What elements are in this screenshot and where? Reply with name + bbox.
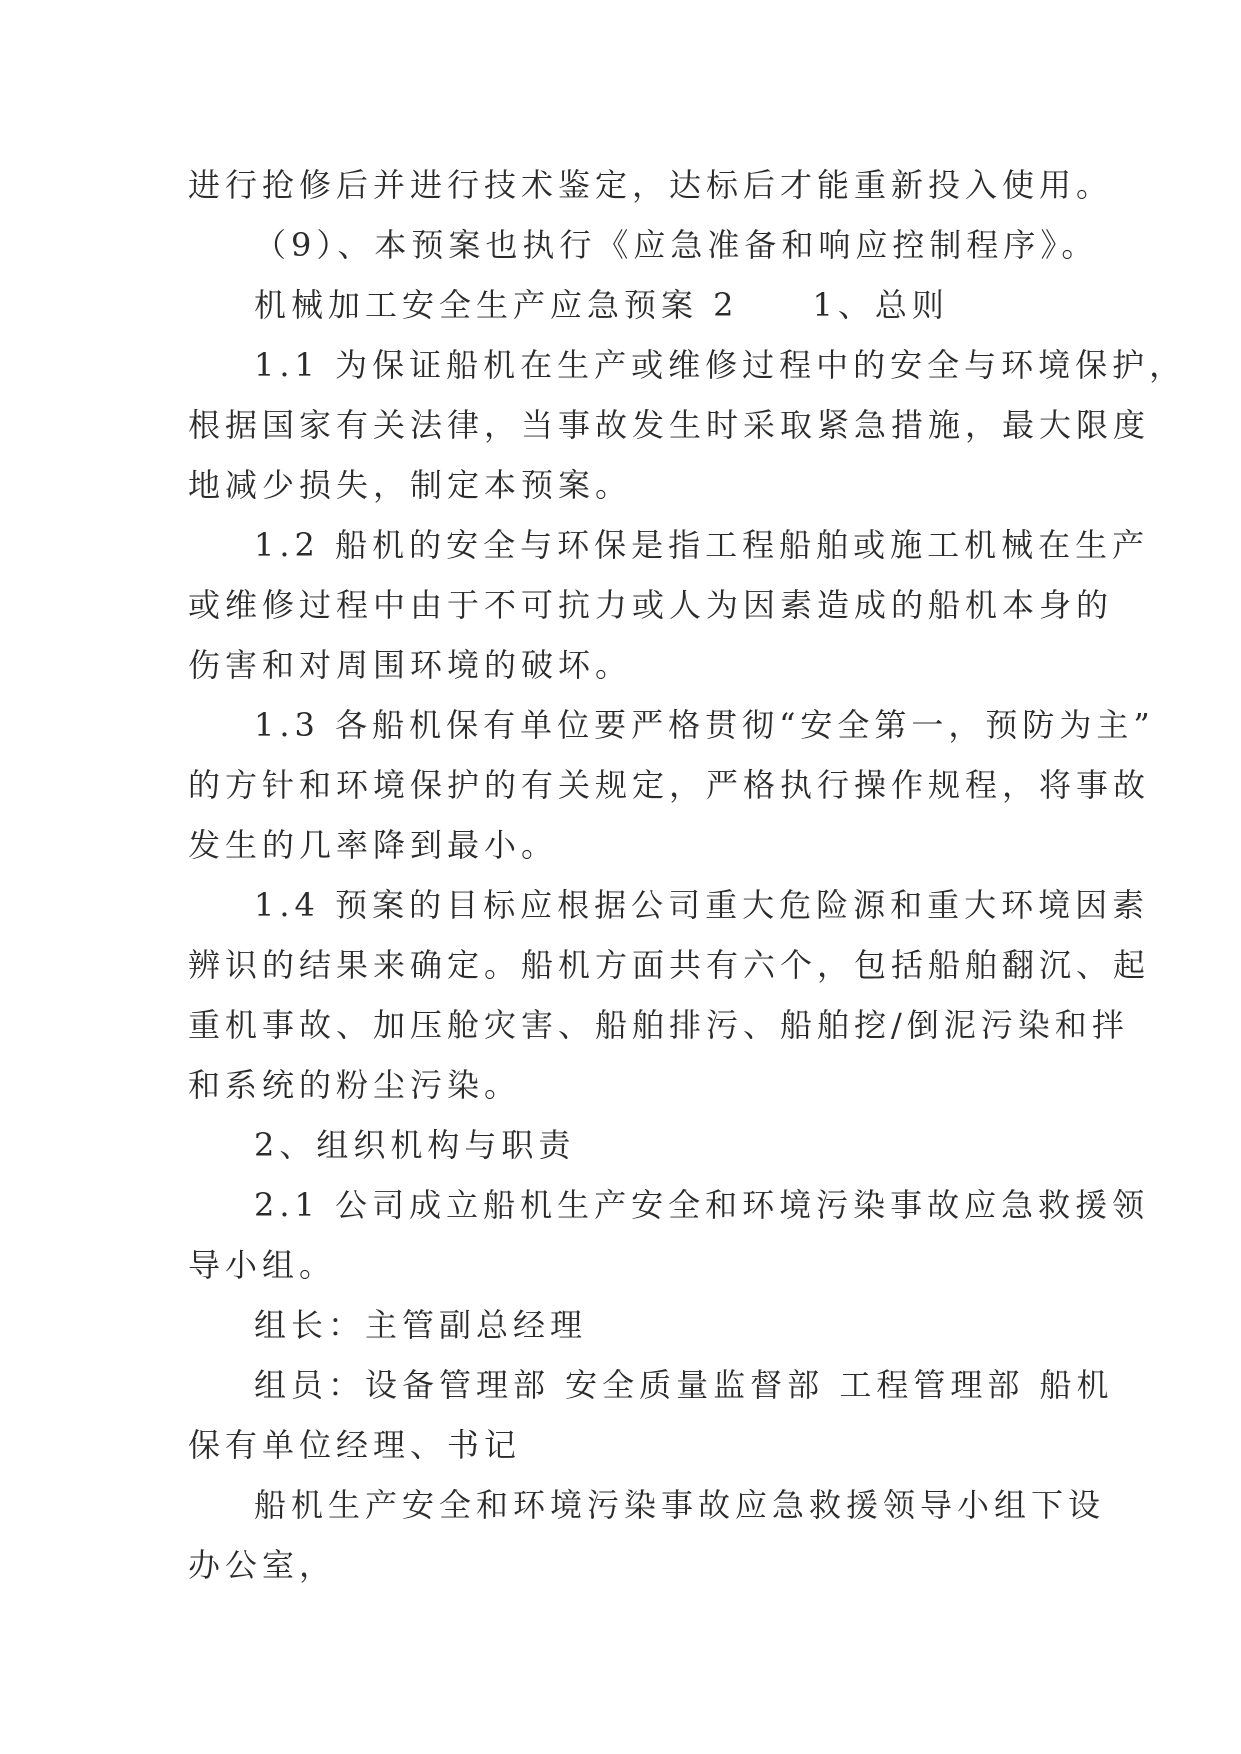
text-line: （9）、本预案也执行《应急准备和响应控制程序》。 — [254, 226, 1099, 264]
text-line: 和系统的粉尘污染。 — [188, 1066, 522, 1104]
text-line: 组员：设备管理部 安全质量监督部 工程管理部 船机 — [254, 1366, 1114, 1404]
text-line: 组长：主管副总经理 — [254, 1306, 588, 1344]
text-line: 根据国家有关法律，当事故发生时采取紧急措施，最大限度 — [188, 406, 1151, 444]
text-line: 发生的几率降到最小。 — [188, 826, 559, 864]
text-line: 伤害和对周围环境的破坏。 — [188, 646, 633, 684]
section-heading: 2、组织机构与职责 — [254, 1126, 576, 1164]
text-line: 1.2 船机的安全与环保是指工程船舶或施工机械在生产 — [254, 526, 1150, 564]
text-line: 保有单位经理、书记 — [188, 1426, 522, 1464]
text-line: 的方针和环境保护的有关规定，严格执行操作规程，将事故 — [188, 766, 1151, 804]
text-line: 进行抢修后并进行技术鉴定，达标后才能重新投入使用。 — [188, 166, 1114, 204]
text-line: 1.3 各船机保有单位要严格贯彻“安全第一，预防为主” — [254, 706, 1155, 744]
text-line: 2.1 公司成立船机生产安全和环境污染事故应急救援领 — [254, 1186, 1150, 1224]
text-line: 地减少损失，制定本预案。 — [188, 466, 633, 504]
text-line: 船机生产安全和环境污染事故应急救援领导小组下设 — [254, 1486, 1106, 1524]
text-line: 1.1 为保证船机在生产或维修过程中的安全与环境保护， — [254, 346, 1187, 384]
text-line: 或维修过程中由于不可抗力或人为因素造成的船机本身的 — [188, 586, 1114, 624]
text-line: 1.4 预案的目标应根据公司重大危险源和重大环境因素 — [254, 886, 1150, 924]
section-heading: 机械加工安全生产应急预案 2 1、总则 — [254, 286, 949, 324]
text-line: 辨识的结果来确定。船机方面共有六个，包括船舶翻沉、起 — [188, 946, 1151, 984]
text-line: 重机事故、加压舱灾害、船舶排污、船舶挖/倒泥污染和拌 — [188, 1006, 1129, 1044]
text-line: 导小组。 — [188, 1246, 337, 1284]
text-line: 办公室， — [188, 1546, 337, 1584]
document-body — [188, 155, 1187, 1595]
